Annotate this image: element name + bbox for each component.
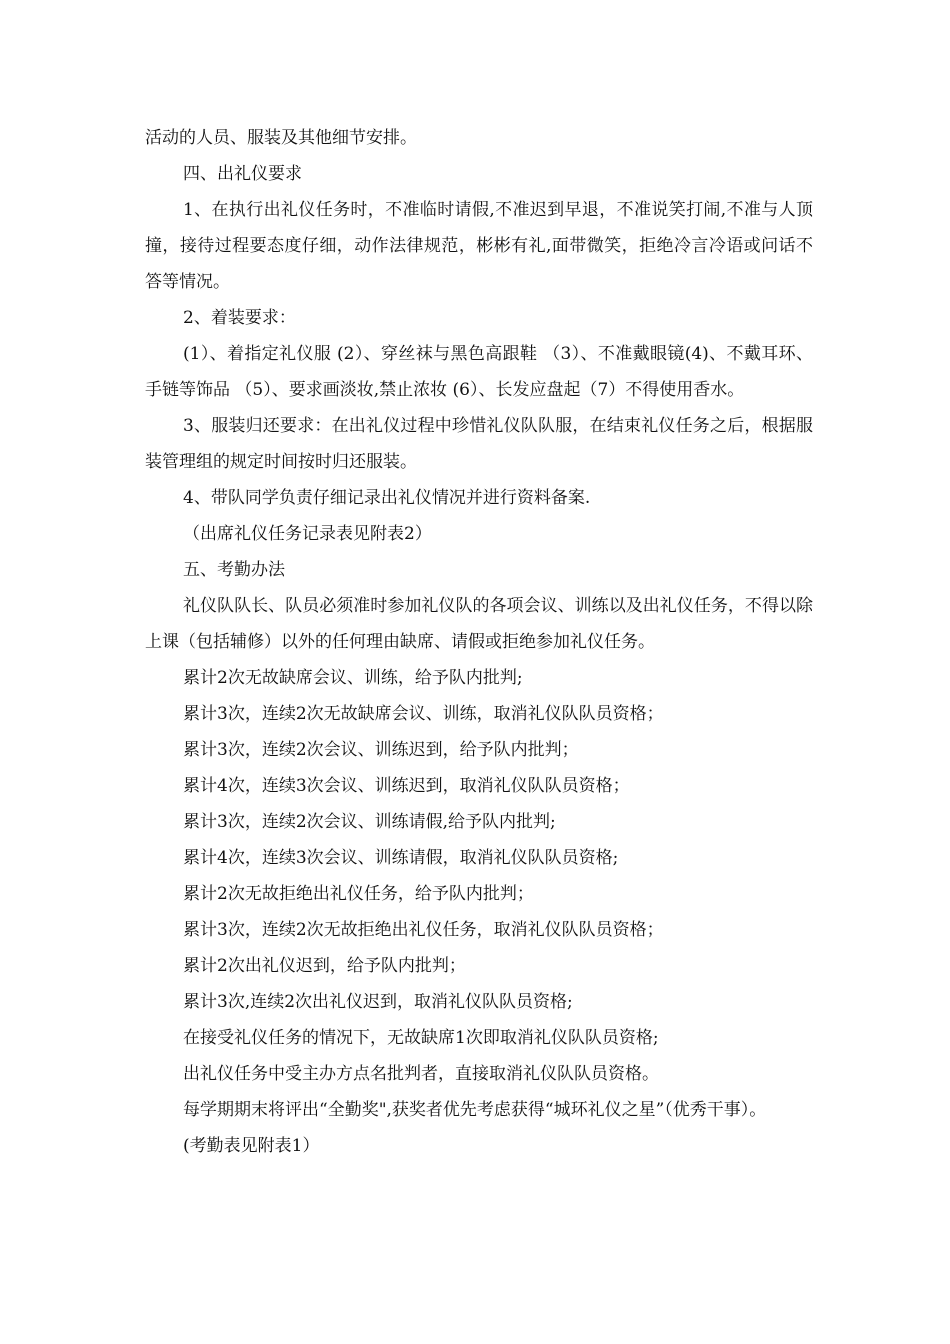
attendance-rule: 累计2次出礼仪迟到，给予队内批判； [183,956,466,976]
attendance-rule: 累计3次,连续2次出礼仪迟到，取消礼仪队队员资格; [183,992,573,1012]
paragraph-rule-3: 3、服装归还要求：在出礼仪过程中珍惜礼仪队队服，在结束礼仪任务之后，根据服装管理组的规定时间按时归还服装。 [145,416,813,472]
attendance-rule: 出礼仪任务中受主办方点名批判者，直接取消礼仪队队员资格。 [183,1064,659,1084]
paragraph-dress-list: (1）、着指定礼仪服 (2）、穿丝袜与黑色高跟鞋 （3）、不准戴眼镜(4)、不戴耳环、手链等饰品 （5）、要求画淡妆,禁止浓妆 (6）、长发应盘起（7）不得使用香水。 [145,344,813,400]
paragraph-rule-1: 1、在执行出礼仪任务时，不准临时请假,不准迟到早退，不准说笑打闹,不准与人顶撞，接待过程要态度仔细，动作法律规范，彬彬有礼,面带微笑，拒绝冷言冷语或问话不答等情况。 [145,200,813,292]
attendance-rule: 累计3次，连续2次无故拒绝出礼仪任务，取消礼仪队队员资格； [183,920,664,940]
section-heading-5: 五、考勤办法 [183,560,285,580]
attendance-rule: 累计2次无故缺席会议、训练，给予队内批判; [183,668,523,688]
attendance-rule: 累计4次，连续3次会议、训练请假，取消礼仪队队员资格; [183,848,619,868]
attendance-rule: 累计3次，连续2次无故缺席会议、训练，取消礼仪队队员资格； [183,704,664,724]
section-heading-4: 四、出礼仪要求 [183,164,302,184]
paragraph-continuation: 活动的人员、服装及其他细节安排。 [145,128,417,148]
paragraph-appendix-2-note: （出席礼仪任务记录表见附表2） [183,524,432,544]
attendance-rule: 累计4次，连续3次会议、训练迟到，取消礼仪队队员资格； [183,776,630,796]
paragraph-award: 每学期期末将评出“全勤奖",获奖者优先考虑获得“城环礼仪之星”（优秀干事）。 [183,1100,767,1120]
paragraph-rule-2: 2、着装要求： [183,308,296,328]
paragraph-attendance-intro: 礼仪队队长、队员必须准时参加礼仪队的各项会议、训练以及出礼仪任务，不得以除上课（包括辅修）以外的任何理由缺席、请假或拒绝参加礼仪任务。 [145,596,813,652]
attendance-rule: 在接受礼仪任务的情况下，无故缺席1次即取消礼仪队队员资格; [183,1028,659,1048]
attendance-rule: 累计3次，连续2次会议、训练请假,给予队内批判; [183,812,556,832]
attendance-rule: 累计3次，连续2次会议、训练迟到，给予队内批判； [183,740,579,760]
paragraph-rule-4: 4、带队同学负责仔细记录出礼仪情况并进行资料备案. [183,488,591,508]
attendance-rule: 累计2次无故拒绝出礼仪任务，给予队内批判； [183,884,534,904]
document-body [145,120,813,1164]
paragraph-appendix-1-note: (考勤表见附表1） [183,1136,320,1156]
